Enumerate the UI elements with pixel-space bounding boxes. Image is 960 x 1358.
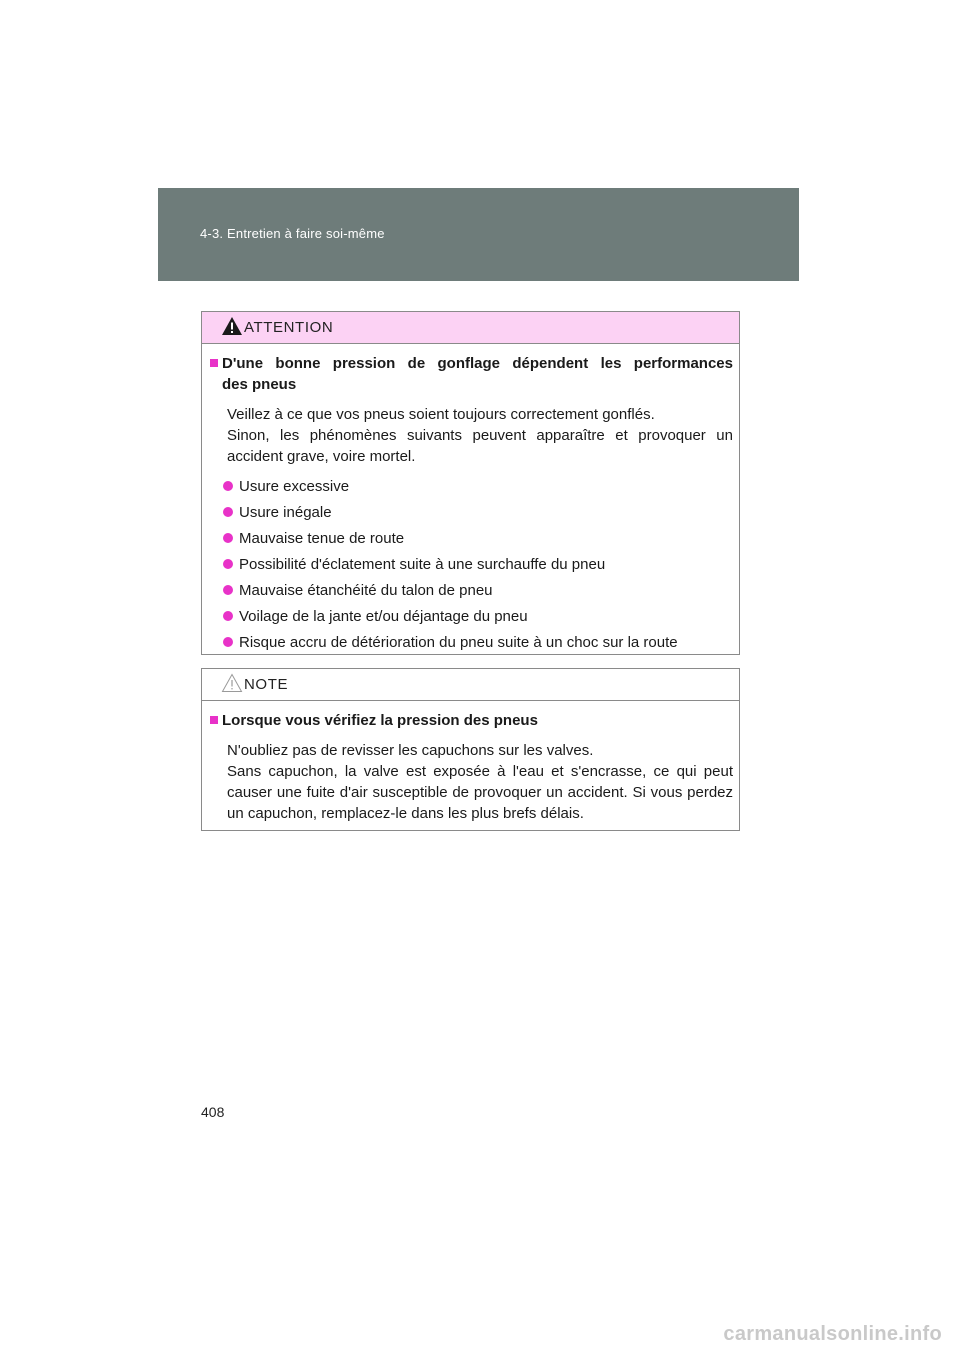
note-box xyxy=(201,668,740,831)
list-item: Risque accru de détérioration du pneu suite à un choc sur la route xyxy=(223,632,733,653)
attention-header xyxy=(202,312,739,344)
attention-title-line-1: D'une bonne pression de gonflage dépendent les performances xyxy=(222,355,733,372)
list-item: Usure excessive xyxy=(223,476,733,497)
attention-section-title xyxy=(210,353,733,395)
note-label: NOTE xyxy=(244,676,289,693)
note-body xyxy=(202,701,739,824)
warning-triangle-icon xyxy=(221,316,243,336)
list-item: Mauvaise étanchéité du talon de pneu xyxy=(223,580,733,601)
square-bullet-icon xyxy=(210,359,218,367)
list-item: Voilage de la jante et/ou déjantage du pneu xyxy=(223,606,733,627)
attention-title-line-2: des pneus xyxy=(222,376,297,393)
list-item: Possibilité d'éclatement suite à une surchauffe du pneu xyxy=(223,554,733,575)
attention-label: ATTENTION xyxy=(244,319,334,336)
list-item: Usure inégale xyxy=(223,502,733,523)
list-item: Mauvaise tenue de route xyxy=(223,528,733,549)
chapter-header-band xyxy=(158,188,799,281)
caution-triangle-icon xyxy=(221,673,243,693)
watermark: carmanualsonline.info xyxy=(723,1323,942,1345)
round-bullet-icon xyxy=(223,637,233,647)
note-header xyxy=(202,669,739,701)
round-bullet-icon xyxy=(223,481,233,491)
round-bullet-icon xyxy=(223,533,233,543)
note-paragraph-1: N'oubliez pas de revisser les capuchons sur les valves. xyxy=(227,742,594,759)
attention-bullet-list xyxy=(210,476,733,653)
chapter-title: 4-3. Entretien à faire soi-même xyxy=(200,226,385,241)
note-section-title: Lorsque vous vérifiez la pression des pneus xyxy=(210,710,733,731)
square-bullet-icon xyxy=(210,716,218,724)
page-number: 408 xyxy=(201,1104,225,1120)
round-bullet-icon xyxy=(223,559,233,569)
attention-paragraph-1: Veillez à ce que vos pneus soient toujours correctement gonflés. xyxy=(227,406,655,423)
attention-paragraph-2: Sinon, les phénomènes suivants peuvent apparaître et provoquer un accident grave, voire mortel. xyxy=(227,427,733,465)
note-paragraph-2: Sans capuchon, la valve est exposée à l'eau et s'encrasse, ce qui peut causer une fuite d'air susceptible de provoquer un accident. Si vous perdez un capuchon, remplacez-le dans les plus brefs délais. xyxy=(227,763,733,822)
round-bullet-icon xyxy=(223,507,233,517)
round-bullet-icon xyxy=(223,611,233,621)
attention-box xyxy=(201,311,740,655)
attention-body xyxy=(202,344,739,653)
round-bullet-icon xyxy=(223,585,233,595)
